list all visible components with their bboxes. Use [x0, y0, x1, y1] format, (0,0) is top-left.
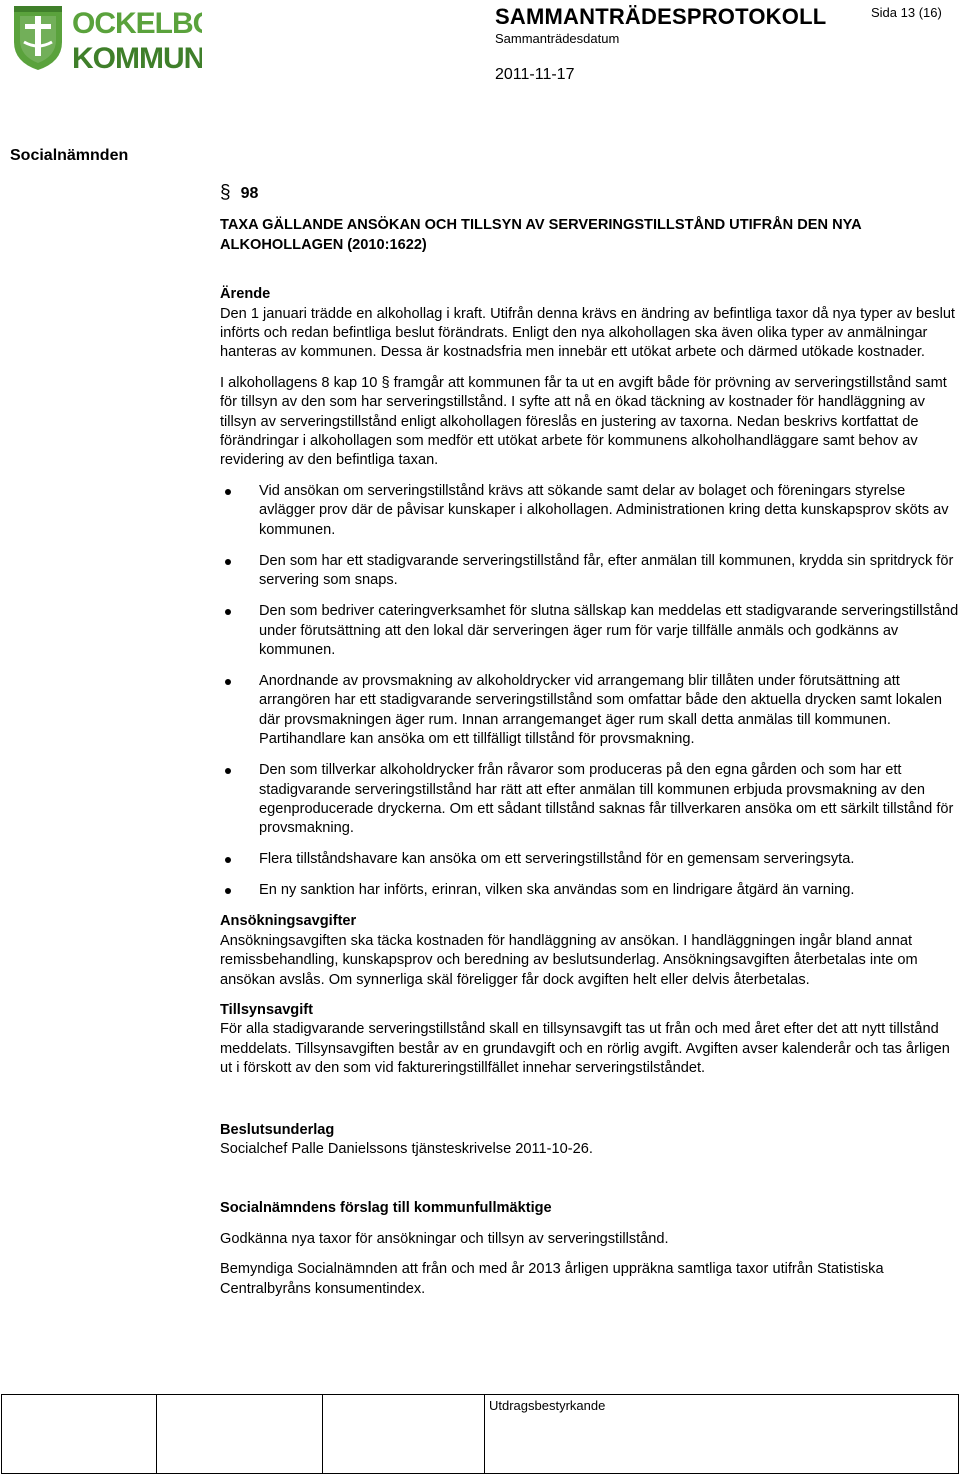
- list-item: Anordnande av provsmakning av alkoholdrycker vid arrangemang blir tillåten under förutsättning att arrangören har ett stadigvarande serveringstillstånd som omfattar både den aktuella drycken samt lokalen där provsmakningen äger rum. Innan arrangemanget äger rum skall detta anmälas till kommunen. Partihandlare kan ansöka om ett tillfälligt tillstånd för provsmakning.: [220, 672, 960, 750]
- bullet-icon: [225, 559, 231, 565]
- bullet-icon: [225, 768, 231, 774]
- signature-cell: [322, 1394, 485, 1474]
- forslag-item-1: Godkänna nya taxor för ansökningar och tillsyn av serveringstillstånd.: [220, 1230, 669, 1247]
- logo-graphic: [10, 2, 202, 72]
- spacer: [220, 1079, 960, 1121]
- forslag-heading: Socialnämndens förslag till kommunfullmäktige: [220, 1200, 552, 1217]
- committee-name: Socialnämnden: [10, 147, 129, 164]
- logo-text-top: OCKELBO: [72, 7, 202, 40]
- document-title: SAMMANTRÄDESPROTOKOLL: [495, 4, 827, 29]
- bullet-icon: [225, 857, 231, 863]
- list-item: Den som har ett stadigvarande serveringstillstånd får, efter anmälan till kommunen, krydda sin spritdryck för servering som snaps.: [220, 552, 960, 591]
- section-number-value: 98: [240, 185, 259, 202]
- section-number: [220, 183, 960, 203]
- list-item: Den som bedriver cateringverksamhet för slutna sällskap kan meddelas ett stadigvarande serveringstillstånd under förutsättning att den lokal där serveringen äger rum för varje tillfälle anmäls och godkänns av kommunen.: [220, 602, 960, 660]
- signature-cell: [1, 1394, 157, 1474]
- list-item: En ny sanktion har införts, erinran, vilken ska användas som en lindrigare åtgärd än varning.: [220, 881, 960, 900]
- certification-label: Utdragsbestyrkande: [489, 1398, 606, 1413]
- meeting-date: 2011-11-17: [495, 66, 575, 83]
- bullet-icon: [225, 679, 231, 685]
- list-item: Den som tillverkar alkoholdrycker från råvaror som produceras på den egna gården och som har ett stadigvarande serveringstillstånd har rätt att efter anmälan till kommunen erbjuda provsmakning av den egenproducerade dryckerna. Om ett sådant tillstånd saknas får tillverkaren ansöka om ett särkilt tillstånd för provsmakning.: [220, 761, 960, 839]
- beslutsunderlag-heading: Beslutsunderlag: [220, 1121, 335, 1138]
- logo-text-bottom: KOMMUN: [72, 42, 202, 72]
- section-title: TAXA GÄLLANDE ANSÖKAN OCH TILLSYN AV SERVERINGSTILLSTÅND UTIFRÅN DEN NYA ALKOHOLLAGEN (2010:1622): [220, 217, 862, 253]
- bullet-icon: [225, 888, 231, 894]
- arende-heading: Ärende: [220, 286, 271, 303]
- section-sign: §: [220, 182, 231, 203]
- tillsynsavgift-text: För alla stadigvarande serveringstillstånd skall en tillsynsavgift tas ut från och med året efter det att nytt tillstånd meddelats. Tillsynsavgiften består av en grundavgift och en rörlig avgift. Avgiften avser kalenderår och tas årligen ut i förskott av den som vid faktureringstillfället innehar serveringstilståndet.: [220, 1021, 950, 1077]
- arende-paragraph-2: I alkohollagens 8 kap 10 § framgår att kommunen får ta ut en avgift både för prövning av serveringstillstånd samt för tillsyn av den som har serveringstillstånd. I syfte att nå en ökad täckning av kostnader för handläggning av tillsyn av serveringstillstånd enligt alkohollagen föreslås en justering av taxorna. Nedan beskrivs kortfattat de förändringar i alkohollagen som medför ett utökat arbete för kommunens alkoholhandläggare samt behov av revidering av den befintliga taxan.: [220, 374, 947, 469]
- municipality-logo: [10, 2, 202, 72]
- bullet-icon: [225, 489, 231, 495]
- signature-cell: [156, 1394, 323, 1474]
- arende-paragraph-1: Den 1 januari trädde en alkohollag i kraft. Utifrån denna krävs en ändring av befintliga taxor då nya typer av beslut införts och redan befintliga beslut förändrats. Enligt den nya alkohollagen ska även olika typer av anmälningar hanteras av kommunen. Dessa är kostnadsfria men innebär ett utökat arbete och därmed utökade kostnader.: [220, 305, 955, 361]
- spacer: [220, 1159, 960, 1199]
- forslag-item-2: Bemyndiga Socialnämnden att från och med år 2013 årligen uppräkna samtliga taxor utifrån Statistiska Centralbyråns konsumentindex.: [220, 1261, 884, 1297]
- ansokningsavgifter-text: Ansökningsavgiften ska täcka kostnaden för handläggning av ansökan. I handläggningen ingår bland annat remissbehandling, kunskapsprov och beredning av beslutsunderlag. Ansökningsavgiften återbetalas inte om ansökan avslås. Om synnerliga skäl föreligger får dock avgiften helt eller delvis återbetalas.: [220, 932, 918, 988]
- signature-table: [0, 1394, 960, 1474]
- beslutsunderlag-text: Socialchef Palle Danielssons tjänsteskrivelse 2011-10-26.: [220, 1141, 593, 1157]
- bullet-icon: [225, 609, 231, 615]
- page-number: Sida 13 (16): [871, 5, 942, 20]
- list-item: Flera tillståndshavare kan ansöka om ett serveringstillstånd för en gemensam serveringsyta.: [220, 850, 960, 869]
- meeting-date-label: Sammanträdesdatum: [495, 31, 620, 46]
- tillsynsavgift-heading: Tillsynsavgift: [220, 1001, 313, 1018]
- protocol-body: [220, 183, 960, 1299]
- ansokningsavgifter-heading: Ansökningsavgifter: [220, 913, 357, 930]
- list-item: Vid ansökan om serveringstillstånd krävs att sökande samt delar av bolaget och föreningars styrelse avlägger prov där de påvisar kunskaper i alkohollagen. Administrationen kring detta kunskapsprov sköts av kommunen.: [220, 482, 960, 540]
- change-list: [220, 482, 960, 901]
